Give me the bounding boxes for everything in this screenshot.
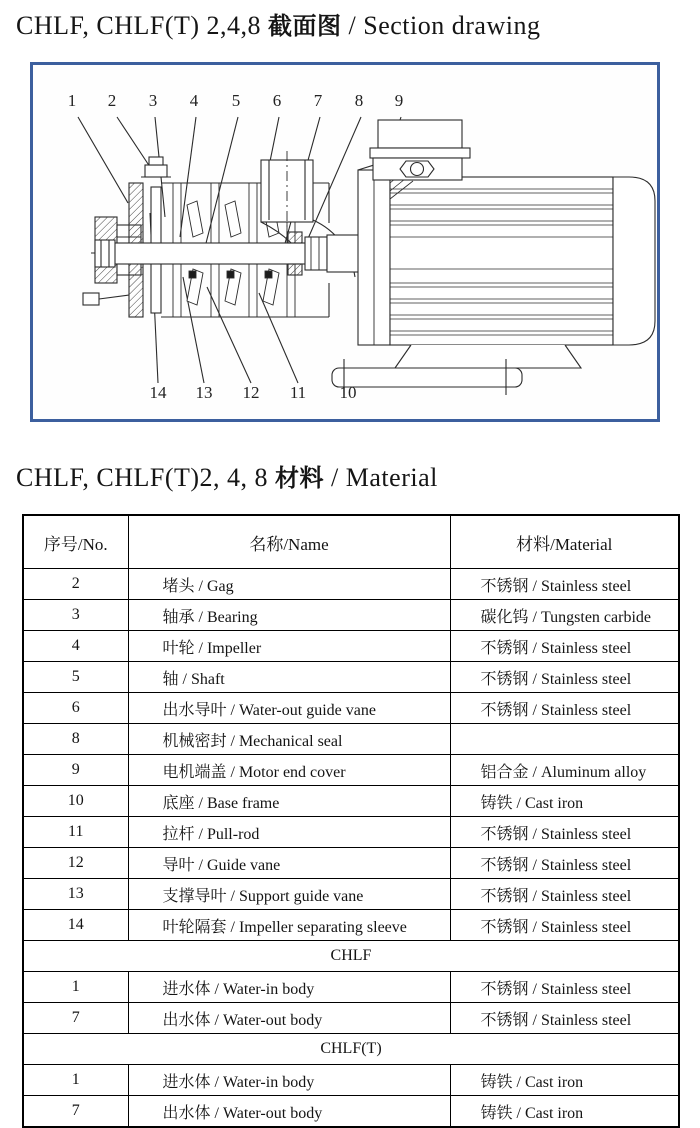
table-row — [23, 910, 679, 941]
callout-6: 6 — [272, 91, 282, 110]
table-cell-no: 13 — [23, 879, 128, 910]
table-cell-no: 5 — [23, 662, 128, 693]
table-cell-no: 7 — [23, 1003, 128, 1034]
table-section-row — [23, 1034, 679, 1065]
callout-11: 11 — [289, 383, 307, 402]
table-row — [23, 1065, 679, 1096]
table-header-row — [23, 515, 679, 569]
table-cell-name: 出水体 / Water-out body — [128, 1096, 450, 1128]
table-cell-name: 导叶 / Guide vane — [128, 848, 450, 879]
table-row — [23, 569, 679, 600]
table-cell-material: 不锈钢 / Stainless steel — [450, 631, 679, 662]
table-cell-material: 不锈钢 / Stainless steel — [450, 817, 679, 848]
table-row — [23, 786, 679, 817]
column-header-material: 材料/Material — [450, 515, 679, 569]
table-row — [23, 693, 679, 724]
callout-14: 14 — [149, 383, 167, 402]
table-cell-no: 1 — [23, 1065, 128, 1096]
table-row — [23, 662, 679, 693]
title-suffix: / Material — [324, 463, 438, 492]
title-suffix: / Section drawing — [341, 11, 541, 40]
table-cell-no: 7 — [23, 1096, 128, 1128]
callout-7: 7 — [313, 91, 323, 110]
table-cell-name: 电机端盖 / Motor end cover — [128, 755, 450, 786]
callout-4: 4 — [189, 91, 199, 110]
table-cell-name: 拉杆 / Pull-rod — [128, 817, 450, 848]
table-row — [23, 817, 679, 848]
table-cell-material — [450, 724, 679, 755]
page-title-section-drawing — [16, 6, 540, 41]
table-cell-material: 不锈钢 / Stainless steel — [450, 693, 679, 724]
table-cell-name: 出水体 / Water-out body — [128, 1003, 450, 1034]
table-cell-name: 叶轮隔套 / Impeller separating sleeve — [128, 910, 450, 941]
table-cell-name: 轴 / Shaft — [128, 662, 450, 693]
table-section-label: CHLF(T) — [23, 1034, 679, 1065]
table-cell-no: 8 — [23, 724, 128, 755]
table-cell-name: 进水体 / Water-in body — [128, 1065, 450, 1096]
table-section-label: CHLF — [23, 941, 679, 972]
table-cell-no: 14 — [23, 910, 128, 941]
table-cell-material: 不锈钢 / Stainless steel — [450, 848, 679, 879]
section-drawing-frame — [30, 62, 660, 422]
title-prefix: CHLF, CHLF(T)2, 4, 8 — [16, 463, 276, 492]
callout-3: 3 — [148, 91, 158, 110]
table-cell-no: 12 — [23, 848, 128, 879]
table-cell-no: 3 — [23, 600, 128, 631]
material-table-body — [23, 569, 679, 1128]
callout-13: 13 — [195, 383, 213, 402]
table-cell-material: 铸铁 / Cast iron — [450, 1096, 679, 1128]
table-row — [23, 1003, 679, 1034]
table-cell-material: 不锈钢 / Stainless steel — [450, 1003, 679, 1034]
title-chinese: 截面图 — [268, 13, 342, 40]
table-cell-name: 轴承 / Bearing — [128, 600, 450, 631]
callout-8: 8 — [354, 91, 364, 110]
table-cell-material: 不锈钢 / Stainless steel — [450, 879, 679, 910]
callout-12: 12 — [242, 383, 260, 402]
callout-1: 1 — [67, 91, 77, 110]
table-cell-no: 11 — [23, 817, 128, 848]
table-cell-material: 铝合金 / Aluminum alloy — [450, 755, 679, 786]
table-cell-no: 9 — [23, 755, 128, 786]
table-cell-material: 不锈钢 / Stainless steel — [450, 569, 679, 600]
table-cell-name: 支撑导叶 / Support guide vane — [128, 879, 450, 910]
table-row — [23, 879, 679, 910]
table-cell-no: 6 — [23, 693, 128, 724]
table-cell-name: 机械密封 / Mechanical seal — [128, 724, 450, 755]
title-prefix: CHLF, CHLF(T) 2,4,8 — [16, 11, 269, 40]
table-cell-no: 1 — [23, 972, 128, 1003]
table-row — [23, 848, 679, 879]
column-header-name: 名称/Name — [128, 515, 450, 569]
table-cell-material: 不锈钢 / Stainless steel — [450, 662, 679, 693]
table-cell-material: 铸铁 / Cast iron — [450, 786, 679, 817]
table-row — [23, 631, 679, 662]
callout-2: 2 — [107, 91, 117, 110]
table-cell-material: 不锈钢 / Stainless steel — [450, 972, 679, 1003]
callout-10: 10 — [339, 383, 357, 402]
table-cell-material: 不锈钢 / Stainless steel — [450, 910, 679, 941]
material-table — [22, 514, 680, 1128]
column-header-no: 序号/No. — [23, 515, 128, 569]
callout-9: 9 — [394, 91, 404, 110]
table-section-row — [23, 941, 679, 972]
table-cell-no: 10 — [23, 786, 128, 817]
table-cell-material: 铸铁 / Cast iron — [450, 1065, 679, 1096]
table-row — [23, 724, 679, 755]
table-row — [23, 972, 679, 1003]
table-row — [23, 600, 679, 631]
table-cell-no: 2 — [23, 569, 128, 600]
table-cell-name: 出水导叶 / Water-out guide vane — [128, 693, 450, 724]
callout-5: 5 — [231, 91, 241, 110]
pump-section-drawing — [33, 65, 657, 419]
table-cell-name: 叶轮 / Impeller — [128, 631, 450, 662]
title-chinese: 材料 — [275, 465, 325, 492]
table-cell-name: 堵头 / Gag — [128, 569, 450, 600]
table-cell-no: 4 — [23, 631, 128, 662]
table-row — [23, 755, 679, 786]
table-cell-material: 碳化钨 / Tungsten carbide — [450, 600, 679, 631]
page-title-material — [16, 458, 438, 493]
table-cell-name: 进水体 / Water-in body — [128, 972, 450, 1003]
material-table-head — [23, 515, 679, 569]
table-row — [23, 1096, 679, 1128]
table-cell-name: 底座 / Base frame — [128, 786, 450, 817]
